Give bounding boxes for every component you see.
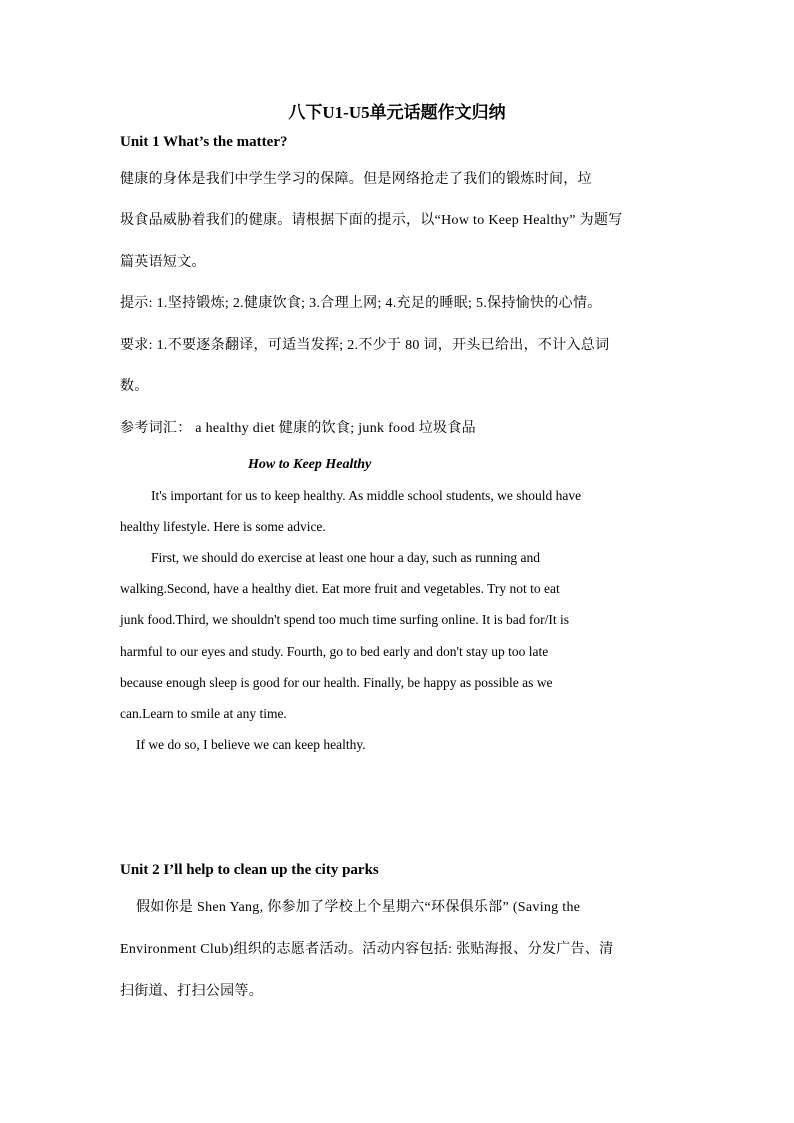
essay-line-4: walking.Second, have a healthy diet. Eat more fruit and vegetables. Try not to eat <box>120 581 560 596</box>
unit2-heading: Unit 2 I’ll help to clean up the city parks <box>120 862 379 878</box>
essay-line-5: junk food.Third, we shouldn't spend too much time surfing online. It is bad for/It is <box>120 612 570 627</box>
unit2-prompt-line-1: 假如你是 Shen Yang, 你参加了学校上个星期六“环保俱乐部” (Saving the <box>136 900 581 915</box>
essay-line-9: If we do so, I believe we can keep healthy. <box>136 737 366 752</box>
unit1-vocab: 参考词汇： a healthy diet 健康的饮食; junk food 垃圾食品 <box>120 421 476 436</box>
unit1-requirements-line-2: 数。 <box>120 379 149 394</box>
unit1-prompt-line-1: 健康的身体是我们中学生学习的保障。但是网络抢走了我们的锻炼时间，垃 <box>120 172 592 187</box>
unit1-prompt-line-2: 圾食品威胁着我们的健康。请根据下面的提示，以“How to Keep Healthy” 为题写 <box>120 213 623 228</box>
unit1-requirements-line-1: 要求: 1.不要逐条翻译，可适当发挥; 2.不少于 80 词，开头已给出，不计入总词 <box>120 338 610 353</box>
unit2-prompt-line-2: Environment Club)组织的志愿者活动。活动内容包括: 张贴海报、分发广告、清 <box>120 942 614 957</box>
essay-line-6: harmful to our eyes and study. Fourth, go to bed early and don't stay up too late <box>120 644 549 659</box>
essay-line-3: First, we should do exercise at least one hour a day, such as running and <box>151 550 541 565</box>
page-title: 八下U1-U5单元话题作文归纳 <box>288 103 506 122</box>
unit2-prompt-line-3: 扫街道、打扫公园等。 <box>120 984 263 999</box>
unit1-heading: Unit 1 What’s the matter? <box>120 134 288 150</box>
essay-line-2: healthy lifestyle. Here is some advice. <box>120 519 326 534</box>
essay-line-1: It's important for us to keep healthy. As middle school students, we should have <box>151 488 582 503</box>
essay-title: How to Keep Healthy <box>248 457 372 472</box>
unit1-hints: 提示: 1.坚持锻炼; 2.健康饮食; 3.合理上网; 4.充足的睡眠; 5.保持愉快的心情。 <box>120 296 602 311</box>
unit1-prompt-line-3: 篇英语短文。 <box>120 255 206 270</box>
essay-line-7: because enough sleep is good for our health. Finally, be happy as possible as we <box>120 675 553 690</box>
essay-line-8: can.Learn to smile at any time. <box>120 706 287 721</box>
